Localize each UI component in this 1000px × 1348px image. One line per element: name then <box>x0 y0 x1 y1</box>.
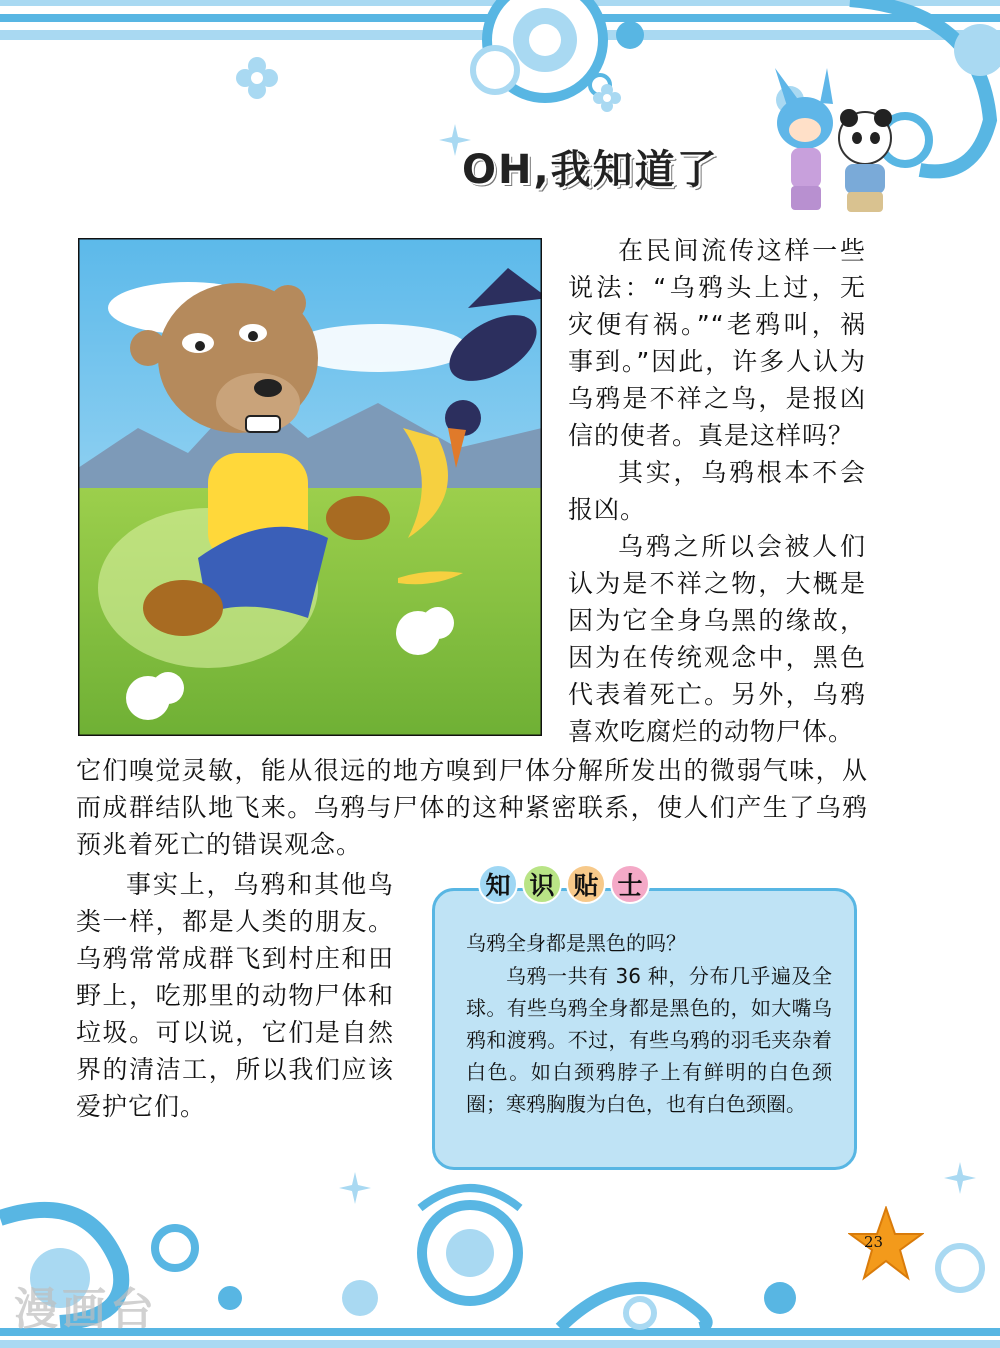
tips-label-char: 士 <box>610 864 650 904</box>
tips-label <box>478 864 650 904</box>
tips-label-char: 识 <box>522 864 562 904</box>
tips-answer: 乌鸦一共有 36 种，分布几乎遍及全球。有些乌鸦全身都是黑色的，如大嘴乌鸦和渡鸦。不过，有些乌鸦的羽毛夹杂着白色。如白颈鸦脖子上有鲜明的白色颈圈；寒鸦胸腹为白色，也有白色颈圈。 <box>466 964 832 1116</box>
page-title: OH,我知道了 <box>462 147 719 193</box>
article-paragraph-3: 乌鸦之所以会被人们认为是不祥之物，大概是因为它全身乌黑的缘故，因为在传统观念中，黑色代表着死亡。另外，乌鸦喜欢吃腐烂的动物尸体。 <box>568 532 866 746</box>
star-icon <box>848 1206 924 1282</box>
illustration <box>78 238 542 736</box>
page-number: 23 <box>864 1233 884 1251</box>
article-paragraph-2: 其实，乌鸦根本不会报凶。 <box>568 458 866 524</box>
sparkle-icon <box>944 1162 976 1194</box>
mascot-characters <box>765 68 895 218</box>
tips-label-char: 贴 <box>566 864 606 904</box>
tips-question: 乌鸦全身都是黑色的吗？ <box>466 931 686 955</box>
article-paragraph-3-continued: 它们嗅觉灵敏，能从很远的地方嗅到尸体分解所发出的微弱气味，从而成群结队地飞来。乌鸦与尸体的这种紧密联系，使人们产生了乌鸦预兆着死亡的错误观念。 <box>76 756 868 859</box>
article-paragraph-4: 事实上，乌鸦和其他鸟类一样，都是人类的朋友。乌鸦常常成群飞到村庄和田野上，吃那里的动物尸体和垃圾。可以说，它们是自然界的清洁工，所以我们应该爱护它们。 <box>76 870 394 1121</box>
tips-label-char: 知 <box>478 864 518 904</box>
flower-icon <box>236 57 278 99</box>
article-paragraph-1: 在民间流传这样一些说法：“乌鸦头上过，无灾便有祸。”“老鸦叫，祸事到。”因此，许多人认为乌鸦是不祥之鸟，是报凶信的使者。真是这样吗？ <box>568 236 866 450</box>
sparkle-icon <box>339 1172 371 1204</box>
watermark: 漫画台 <box>14 1284 158 1335</box>
